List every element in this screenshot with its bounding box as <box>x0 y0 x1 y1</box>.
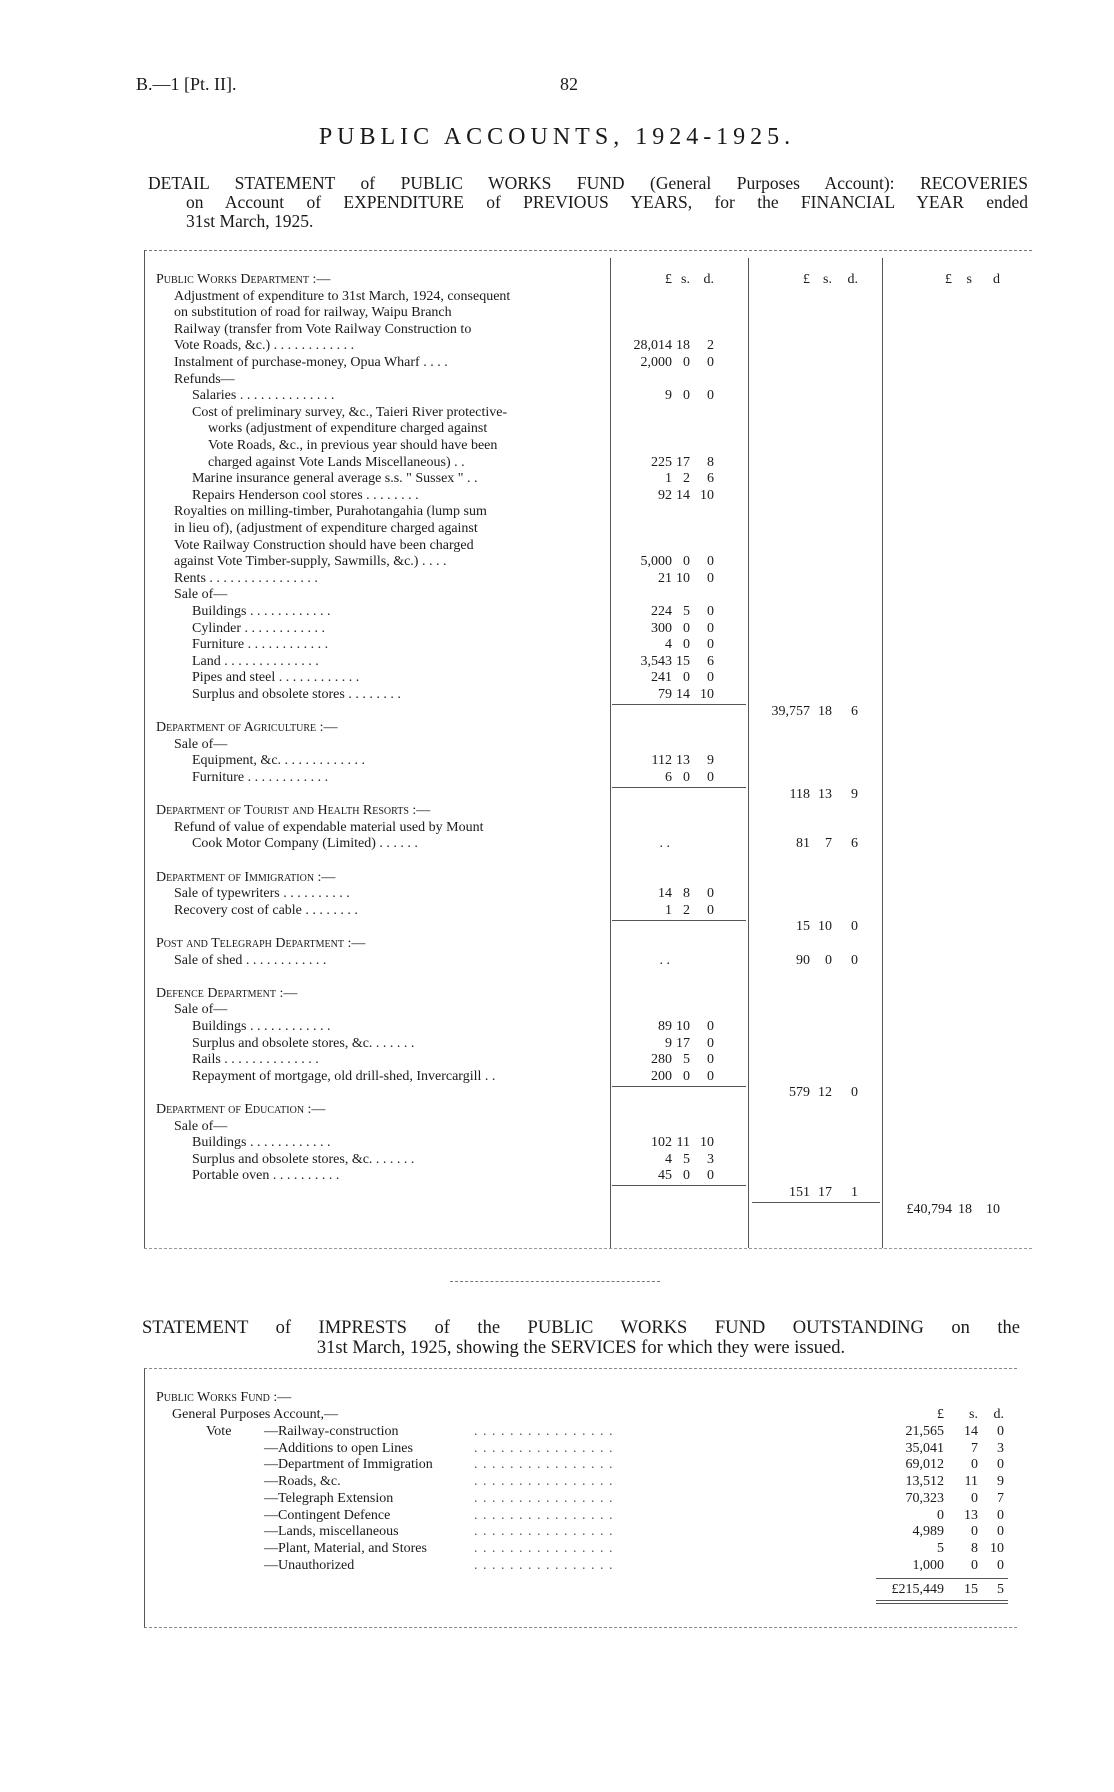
leader-dots: . . . . . . . . . . . . . . . . <box>474 1457 614 1473</box>
table1-col1-divider <box>610 258 611 1248</box>
amount-c1-pounds: 1 <box>665 902 672 918</box>
subtotal-rule <box>612 787 746 788</box>
line-item-text: Sale of— <box>174 736 228 752</box>
statement1-title-line1: DETAIL STATEMENT of PUBLIC WORKS FUND (General Purposes Account): RECOVERIES <box>148 173 1028 193</box>
imprest-total-shillings: 15 <box>964 1582 978 1598</box>
amount-c1-pounds: 224 <box>651 604 672 619</box>
amount-c2-pounds: 90 <box>796 952 810 968</box>
imprest-amount-pounds: 1,000 <box>912 1557 944 1573</box>
line-item-text: Sale of shed . . . . . . . . . . . . <box>174 952 327 968</box>
line-item-text: charged against Vote Lands Miscellaneous) . . <box>208 454 465 470</box>
amount-c1-pence: 6 <box>707 653 714 669</box>
section-heading: Department of Agriculture :— <box>156 720 338 736</box>
amount-c1-pounds: 1 <box>665 471 672 487</box>
amount-c2-pence: 0 <box>851 1085 858 1101</box>
line-item-text: Salaries . . . . . . . . . . . . . . <box>192 388 335 404</box>
imprest-amount-pence: 0 <box>997 1424 1004 1439</box>
leader-dots: . . . . . . . . . . . . . . . . <box>474 1540 614 1556</box>
imprest-amount-shillings: 11 <box>964 1474 978 1490</box>
amount-c2-shillings: 13 <box>818 786 832 802</box>
imprest-amount-pounds: 0 <box>937 1507 944 1523</box>
imprest-amount-shillings: 0 <box>971 1457 978 1473</box>
line-item-text: against Vote Timber-supply, Sawmills, &c.) . . . . <box>174 554 447 570</box>
line-item-text: Vote Roads, &c., in previous year should have been <box>208 438 498 453</box>
amount-c1-pence: 0 <box>707 1168 714 1184</box>
amount-c1-pence: 3 <box>707 1151 714 1167</box>
line-item-text: Surplus and obsolete stores, &c. . . . . . . <box>192 1151 415 1167</box>
amount-c1-shillings: 13 <box>676 753 690 769</box>
amount-c1-pounds: 225 <box>651 454 672 470</box>
line-item-text: Surplus and obsolete stores . . . . . . . . <box>192 687 401 702</box>
leader-dots: . . . . . . . . . . . . . . . . <box>474 1474 614 1490</box>
amount-c1-shillings: 5 <box>683 1052 690 1068</box>
imprest-amount-pounds: 70,323 <box>905 1490 944 1506</box>
amount-c1-pence: 10 <box>700 487 714 503</box>
leader-dots: . . . . . . . . . . . . . . . . <box>474 1557 614 1573</box>
imprest-amount-shillings: 7 <box>971 1440 978 1456</box>
document-reference: B.—1 [Pt. II]. <box>136 74 237 94</box>
statement2-subheading: General Purposes Account,— <box>172 1407 339 1422</box>
amount-c1-pence: 8 <box>707 454 714 470</box>
amount-c1-shillings: 0 <box>683 637 690 653</box>
amount-c1-pounds: 102 <box>651 1135 672 1151</box>
imprest-amount-pence: 0 <box>997 1557 1004 1573</box>
line-item-text: on substitution of road for railway, Waipu Branch <box>174 305 452 321</box>
amount-c1-pence: 9 <box>707 753 714 769</box>
line-item-text: Cylinder . . . . . . . . . . . . <box>192 620 325 636</box>
imprest-row-label: —Additions to open Lines <box>264 1440 413 1456</box>
amount-c1-shillings: 5 <box>683 604 690 619</box>
amount-c1-pounds: 92 <box>658 487 672 503</box>
amount-c1-pence: 10 <box>700 1135 714 1151</box>
line-item-text: Portable oven . . . . . . . . . . <box>192 1168 340 1184</box>
amount-c1-pence: 0 <box>707 570 714 586</box>
table1-bottom-rule <box>144 1248 1032 1249</box>
imprest-amount-pence: 0 <box>997 1457 1004 1473</box>
amount-c1-pence: 0 <box>707 902 714 918</box>
amount-c1-shillings: 5 <box>683 1151 690 1167</box>
imprest-amount-pounds: 5 <box>937 1540 944 1556</box>
amount-c1-pence: 0 <box>707 620 714 636</box>
line-item-text: Royalties on milling-timber, Purahotangahia (lump sum <box>174 504 487 520</box>
amount-c1-shillings: 0 <box>683 554 690 570</box>
amount-c1-pence: 0 <box>707 1052 714 1068</box>
amount-c3-shillings: 18 <box>958 1201 972 1217</box>
amount-c2-pounds: 81 <box>796 836 810 852</box>
amount-c1-pounds: 200 <box>651 1068 672 1084</box>
line-item-text: Surplus and obsolete stores, &c. . . . . . . <box>192 1035 415 1051</box>
line-item-text: Recovery cost of cable . . . . . . . . <box>174 902 358 918</box>
imprest-amount-shillings: 0 <box>971 1490 978 1506</box>
line-item-text: Sale of typewriters . . . . . . . . . . <box>174 886 350 902</box>
column-header-c2-pence: d. <box>847 272 858 287</box>
table1-col3-divider <box>882 258 883 1248</box>
column-header-c1-shillings: s. <box>681 272 690 287</box>
amount-c2-pence: 6 <box>851 703 858 719</box>
amount-c1-pence: 0 <box>707 770 714 785</box>
amount-c1-pounds: 241 <box>651 670 672 686</box>
statement1-title-line3: 31st March, 1925. <box>186 211 314 231</box>
line-item-text: works (adjustment of expenditure charged against <box>208 421 488 437</box>
line-item-text: Cost of preliminary survey, &c., Taieri River protective- <box>192 404 508 420</box>
line-item-text: Sale of— <box>174 587 228 603</box>
amount-c1-pence: 0 <box>707 886 714 902</box>
amount-c1-shillings: 2 <box>683 471 690 487</box>
line-item-text: Railway (transfer from Vote Railway Construction to <box>174 321 472 337</box>
imprest-amount-pounds: 35,041 <box>905 1440 944 1456</box>
amount-c1-pounds: 89 <box>658 1019 672 1034</box>
leader-dots: . . . . . . . . . . . . . . . . <box>474 1490 614 1506</box>
line-item-text: Vote Railway Construction should have been charged <box>174 537 474 553</box>
imprest-amount-shillings: 0 <box>971 1524 978 1540</box>
line-item-text: Furniture . . . . . . . . . . . . <box>192 770 329 785</box>
imprest-amount-pence: 9 <box>997 1474 1004 1490</box>
subtotal-rule <box>612 1086 746 1087</box>
amount-c1-shillings: 11 <box>676 1135 690 1151</box>
amount-c1-pounds: 4 <box>665 637 672 653</box>
leader-dots: . . . . . . . . . . . . . . . . <box>474 1424 614 1439</box>
leader-dots: . . . . . . . . . . . . . . . . <box>474 1507 614 1523</box>
amount-c2-pence: 9 <box>851 786 858 802</box>
imprest-amount-pence: 10 <box>990 1540 1004 1556</box>
line-item-text: Refund of value of expendable material used by Mount <box>174 819 484 835</box>
amount-c1-pounds: 79 <box>658 687 672 702</box>
imprest-row-label: —Contingent Defence <box>264 1507 391 1523</box>
section-heading: Public Works Department :— <box>156 272 331 287</box>
amount-c1-pence: 0 <box>707 604 714 619</box>
vote-label: Vote <box>206 1424 232 1439</box>
line-item-text: Vote Roads, &c.) . . . . . . . . . . . . <box>174 338 355 354</box>
page-title: PUBLIC ACCOUNTS, 1924-1925. <box>318 124 796 150</box>
imprest-row-label: —Railway-construction <box>264 1424 399 1439</box>
line-item-text: Instalment of purchase-money, Opua Wharf . . . . <box>174 355 448 370</box>
amount-c2-pounds: 579 <box>789 1085 810 1101</box>
column-header-c2-shillings: s. <box>823 272 832 287</box>
amount-c2-pence: 6 <box>851 836 858 852</box>
column-header-c3-shillings: s <box>966 272 972 287</box>
line-item-text: Buildings . . . . . . . . . . . . <box>192 604 331 619</box>
impresta-col-header-pence: d. <box>993 1407 1004 1422</box>
column-header-c1-pounds: £ <box>665 272 672 287</box>
amount-c1-pounds: 14 <box>658 886 672 902</box>
imprest-amount-pounds: 69,012 <box>905 1457 944 1473</box>
amount-c1-pence: 0 <box>707 355 714 370</box>
statement2-title-line2: 31st March, 1925, showing the SERVICES for which they were issued. <box>316 1338 846 1358</box>
statement2-title-line1: STATEMENT of IMPRESTS of the PUBLIC WORKS FUND OUTSTANDING on the <box>142 1318 1020 1338</box>
section-separator <box>450 1281 660 1282</box>
amount-c1-pounds: 28,014 <box>633 338 672 354</box>
statement2-heading: Public Works Fund :— <box>156 1390 292 1405</box>
amount-c1-pence: 0 <box>707 554 714 570</box>
amount-c1-shillings: 2 <box>683 902 690 918</box>
imprest-amount-pounds: 13,512 <box>905 1474 944 1490</box>
statement1-title-line2: on Account of EXPENDITURE of PREVIOUS YEARS, for the FINANCIAL YEAR ended <box>186 192 1028 212</box>
imprest-amount-shillings: 0 <box>971 1557 978 1573</box>
line-item-text: Refunds— <box>174 371 235 387</box>
section-heading: Department of Tourist and Health Resorts :— <box>156 803 431 819</box>
imprest-total-underline <box>876 1600 1008 1601</box>
amount-c1-shillings: 0 <box>683 670 690 686</box>
amount-c1-shillings: 10 <box>676 570 690 586</box>
amount-c1-pounds: 45 <box>658 1168 672 1184</box>
imprest-total-pence: 5 <box>997 1582 1004 1598</box>
amount-c1-pounds: 3,543 <box>640 653 672 669</box>
imprest-amount-pence: 3 <box>997 1440 1004 1456</box>
amount-c1-shillings: 10 <box>676 1019 690 1034</box>
imprest-amount-pounds: 4,989 <box>912 1524 944 1540</box>
table1-col2-divider <box>748 258 749 1248</box>
amount-c1-shillings: 0 <box>683 388 690 404</box>
line-item-text: Buildings . . . . . . . . . . . . <box>192 1135 331 1151</box>
subtotal-rule <box>612 1185 746 1186</box>
amount-c1-pounds: 5,000 <box>640 554 672 570</box>
imprest-row-label: —Telegraph Extension <box>264 1490 394 1506</box>
amount-c2-pence: 1 <box>851 1185 858 1200</box>
amount-c3-pounds: £40,794 <box>906 1201 952 1217</box>
amount-c2-pence: 0 <box>851 952 858 968</box>
column-header-c1-pence: d. <box>703 272 714 287</box>
amount-c1-pounds: 112 <box>651 753 672 769</box>
amount-c1-pence: 6 <box>707 471 714 487</box>
line-item-text: Repayment of mortgage, old drill-shed, Invercargill . . <box>192 1068 496 1084</box>
amount-c3-pence: 10 <box>986 1201 1000 1217</box>
column-header-c2-pounds: £ <box>803 272 810 287</box>
amount-c2-pence: 0 <box>851 919 858 935</box>
section-heading: Defence Department :— <box>156 985 298 1001</box>
section-heading: Department of Education :— <box>156 1102 326 1117</box>
amount-c1-pounds: 4 <box>665 1151 672 1167</box>
amount-c1-shillings: 17 <box>676 1035 690 1051</box>
imprest-row-label: —Plant, Material, and Stores <box>264 1540 427 1556</box>
line-item-text: in lieu of), (adjustment of expenditure charged against <box>174 521 478 536</box>
section-heading: Post and Telegraph Department :— <box>156 936 366 951</box>
line-item-text: Buildings . . . . . . . . . . . . <box>192 1019 331 1034</box>
imprest-row-label: —Department of Immigration <box>264 1457 433 1473</box>
line-item-text: Repairs Henderson cool stores . . . . . . . . <box>192 487 419 503</box>
amount-c1-pounds: 9 <box>665 1035 672 1051</box>
amount-c1-pence: 10 <box>700 687 714 702</box>
amount-c2-shillings: 12 <box>818 1085 832 1101</box>
line-item-text: Rents . . . . . . . . . . . . . . . . <box>174 570 318 586</box>
imprest-amount-shillings: 14 <box>964 1424 978 1439</box>
imprest-amount-pence: 7 <box>997 1490 1004 1506</box>
imprest-amount-pounds: 21,565 <box>905 1424 944 1439</box>
column-header-c3-pence: d <box>993 272 1000 287</box>
amount-c1-shillings: 0 <box>683 620 690 636</box>
amount-c1-shillings: 14 <box>676 687 690 702</box>
amount-c2-shillings: 18 <box>818 703 832 719</box>
amount-c2-pounds: 118 <box>789 786 810 802</box>
section-heading: Department of Immigration :— <box>156 869 336 885</box>
line-item-text: Land . . . . . . . . . . . . . . <box>192 653 319 669</box>
amount-c1-pence: 0 <box>707 1068 714 1084</box>
imprest-amount-pence: 0 <box>997 1507 1004 1523</box>
amount-c1-pence: 0 <box>707 637 714 653</box>
total-rule <box>752 1202 880 1203</box>
subtotal-rule <box>612 920 746 921</box>
amount-c1-shillings: 8 <box>683 886 690 902</box>
amount-c1-shillings: 14 <box>676 487 690 503</box>
leader-dots: . . . . . . . . . . . . . . . . <box>474 1440 614 1456</box>
imprest-total-rule <box>876 1578 1008 1579</box>
line-item-text: Sale of— <box>174 1118 228 1134</box>
amount-c1-pounds: 300 <box>651 620 672 636</box>
imprest-amount-pence: 0 <box>997 1524 1004 1540</box>
amount-c1-pounds: 9 <box>665 388 672 404</box>
leader-dots: . . . . . . . . . . . . . . . . <box>474 1524 614 1540</box>
amount-placeholder-dots: . . <box>659 836 670 852</box>
amount-c1-pence: 0 <box>707 1019 714 1034</box>
amount-c2-pounds: 15 <box>796 919 810 935</box>
subtotal-rule <box>612 704 746 705</box>
amount-c1-pence: 0 <box>707 1035 714 1051</box>
imprest-total-pounds: £215,449 <box>891 1582 944 1598</box>
imprest-amount-shillings: 8 <box>971 1540 978 1556</box>
amount-c2-pounds: 39,757 <box>771 703 810 719</box>
line-item-text: Furniture . . . . . . . . . . . . <box>192 637 329 653</box>
amount-placeholder-dots: . . <box>659 952 670 968</box>
amount-c1-pence: 0 <box>707 388 714 404</box>
imprest-row-label: —Roads, &c. <box>264 1474 341 1490</box>
line-item-text: Marine insurance general average s.s. " Sussex " . . <box>192 471 478 487</box>
imprest-total-double-underline <box>876 1603 1008 1604</box>
statement1-title <box>148 174 1028 231</box>
line-item-text: Adjustment of expenditure to 31st March, 1924, consequent <box>174 288 511 304</box>
amount-c2-shillings: 10 <box>818 919 832 935</box>
imprest-row-label: —Lands, miscellaneous <box>264 1524 399 1540</box>
amount-c1-pounds: 21 <box>658 570 672 586</box>
impresta-col-header-pounds: £ <box>937 1407 944 1422</box>
line-item-text: Cook Motor Company (Limited) . . . . . . <box>192 836 418 852</box>
amount-c2-pounds: 151 <box>789 1185 810 1200</box>
impresta-col-header-shillings: s. <box>969 1407 978 1422</box>
amount-c1-pence: 0 <box>707 670 714 686</box>
imprest-amount-shillings: 13 <box>964 1507 978 1523</box>
statement2-title <box>142 1318 1020 1358</box>
line-item-text: Equipment, &c. . . . . . . . . . . . . <box>192 753 366 769</box>
amount-c1-shillings: 15 <box>676 653 690 669</box>
amount-c1-shillings: 17 <box>676 454 690 470</box>
amount-c1-pounds: 2,000 <box>640 355 672 370</box>
line-item-text: Rails . . . . . . . . . . . . . . <box>192 1052 319 1068</box>
amount-c1-shillings: 0 <box>683 1068 690 1084</box>
amount-c2-shillings: 17 <box>818 1185 832 1200</box>
amount-c1-shillings: 18 <box>676 338 690 354</box>
line-item-text: Pipes and steel . . . . . . . . . . . . <box>192 670 360 686</box>
amount-c2-shillings: 7 <box>825 836 832 852</box>
amount-c1-shillings: 0 <box>683 1168 690 1184</box>
amount-c1-pounds: 280 <box>651 1052 672 1068</box>
imprest-row-label: —Unauthorized <box>264 1557 355 1573</box>
amount-c1-shillings: 0 <box>683 770 690 785</box>
amount-c1-pence: 2 <box>707 338 714 354</box>
page-number: 82 <box>560 74 578 94</box>
line-item-text: Sale of— <box>174 1002 228 1018</box>
amount-c2-shillings: 0 <box>825 952 832 968</box>
column-header-c3-pounds: £ <box>945 272 952 287</box>
amount-c1-pounds: 6 <box>665 770 672 785</box>
amount-c1-shillings: 0 <box>683 355 690 370</box>
